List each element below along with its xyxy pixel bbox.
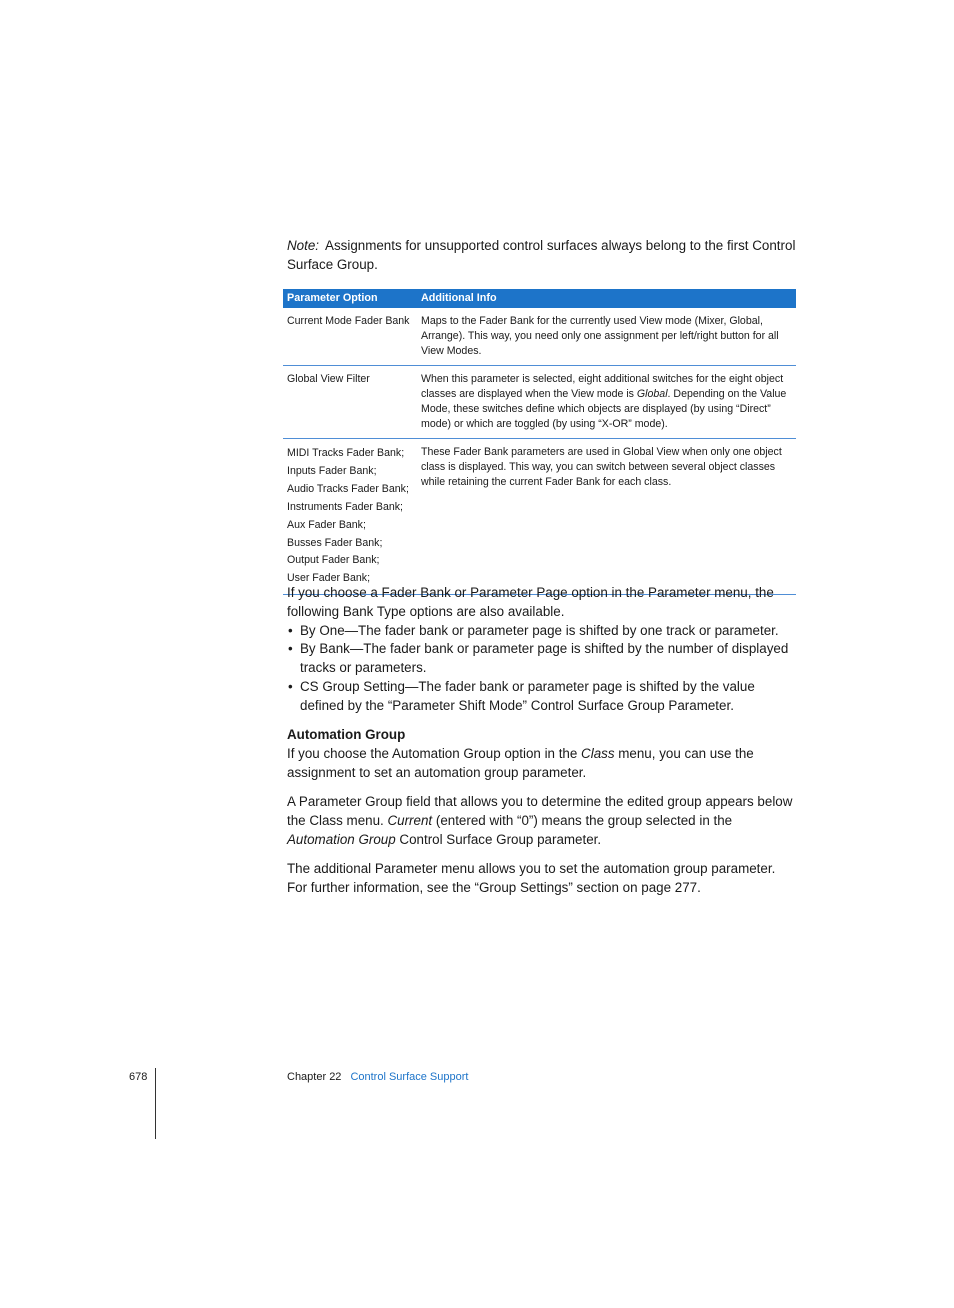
header-parameter-option: Parameter Option: [283, 289, 417, 308]
table-header-row: [283, 289, 796, 308]
fader-bank-option: Audio Tracks Fader Bank;: [287, 482, 409, 495]
automation-paragraph-2: [287, 793, 797, 849]
list-item: • By Bank—The fader bank or parameter page is shifted by the number of displayed tracks or parameters.: [287, 640, 797, 678]
table-row: [283, 366, 796, 439]
fader-bank-option: Inputs Fader Bank;: [287, 464, 377, 477]
info-cell: [417, 366, 796, 439]
page-number: 678: [129, 1071, 148, 1083]
note-text: Assignments for unsupported control surfaces always belong to the first Control Surface Group.: [287, 238, 796, 272]
table-row: [283, 308, 796, 366]
paragraph-text: menu, you can use the assignment to set an automation group parameter.: [287, 746, 754, 780]
paragraph-text: (entered with “0”) means the group selected in the: [432, 812, 733, 828]
note-label: Note:: [287, 238, 320, 253]
automation-group-heading: Automation Group: [287, 727, 406, 742]
info-cell: These Fader Bank parameters are used in Global View when only one object class is displayed. This way, you can switch between several object classes while retaining the current Fader Bank for each class.: [417, 439, 796, 595]
paragraph-italic: Class: [581, 746, 615, 761]
info-text: When this parameter is selected, eight additional switches for the eight object classes are displayed when the View mode is: [421, 373, 784, 400]
note-paragraph: [287, 237, 797, 274]
paragraph-text: A Parameter Group field that allows you to determine the edited group appears below the Class menu.: [287, 794, 793, 828]
paragraph-text: Control Surface Group parameter.: [395, 831, 602, 847]
footer-divider: [155, 1068, 156, 1139]
fader-bank-option: MIDI Tracks Fader Bank;: [287, 447, 405, 459]
table-row: [283, 439, 796, 595]
paragraph-italic: Current: [387, 812, 433, 828]
list-item: • CS Group Setting—The fader bank or parameter page is shifted by the value defined by the “Parameter Shift Mode” Control Surface Group Parameter.: [287, 678, 797, 716]
info-text: . Depending on the Value Mode, these switches define which objects are displayed (by using “Direct” mode) or which are toggled (by using “X-OR” mode).: [421, 388, 787, 430]
fader-bank-option: Busses Fader Bank;: [287, 536, 383, 549]
bank-type-list: [287, 622, 797, 716]
fader-bank-option: Aux Fader Bank;: [287, 518, 366, 531]
header-additional-info: Additional Info: [417, 289, 796, 308]
info-cell: Maps to the Fader Bank for the currently used View mode (Mixer, Global, Arrange). This way, you need only one assignment per left/right button for all View Modes.: [417, 308, 796, 366]
bank-type-section: [287, 584, 797, 716]
option-cell: [283, 439, 417, 595]
automation-paragraph-3: [287, 860, 797, 898]
chapter-footer: [287, 1071, 468, 1083]
fader-bank-option: Instruments Fader Bank;: [287, 500, 403, 513]
option-cell: Global View Filter: [283, 366, 417, 439]
chapter-title-link[interactable]: Control Surface Support: [350, 1071, 469, 1083]
fader-bank-option: User Fader Bank;: [287, 572, 371, 585]
paragraph-italic: Automation Group: [287, 831, 396, 847]
fader-bank-option: Output Fader Bank;: [287, 554, 380, 567]
paragraph-text: If you choose the Automation Group option in the: [287, 746, 582, 761]
parameter-table: [283, 289, 796, 595]
option-cell: Current Mode Fader Bank: [283, 308, 417, 366]
paragraph-text: The additional Parameter menu allows you to set the automation group parameter. For further information, see the “Group Settings” section on page 277.: [287, 861, 776, 895]
automation-paragraph-1: [287, 745, 797, 783]
bank-type-intro: If you choose a Fader Bank or Parameter Page option in the Parameter menu, the following Bank Type options are also available.: [287, 585, 774, 619]
list-item: • By One—The fader bank or parameter page is shifted by one track or parameter.: [287, 622, 797, 641]
chapter-label: Chapter 22: [287, 1071, 342, 1083]
info-italic: Global: [636, 388, 668, 400]
